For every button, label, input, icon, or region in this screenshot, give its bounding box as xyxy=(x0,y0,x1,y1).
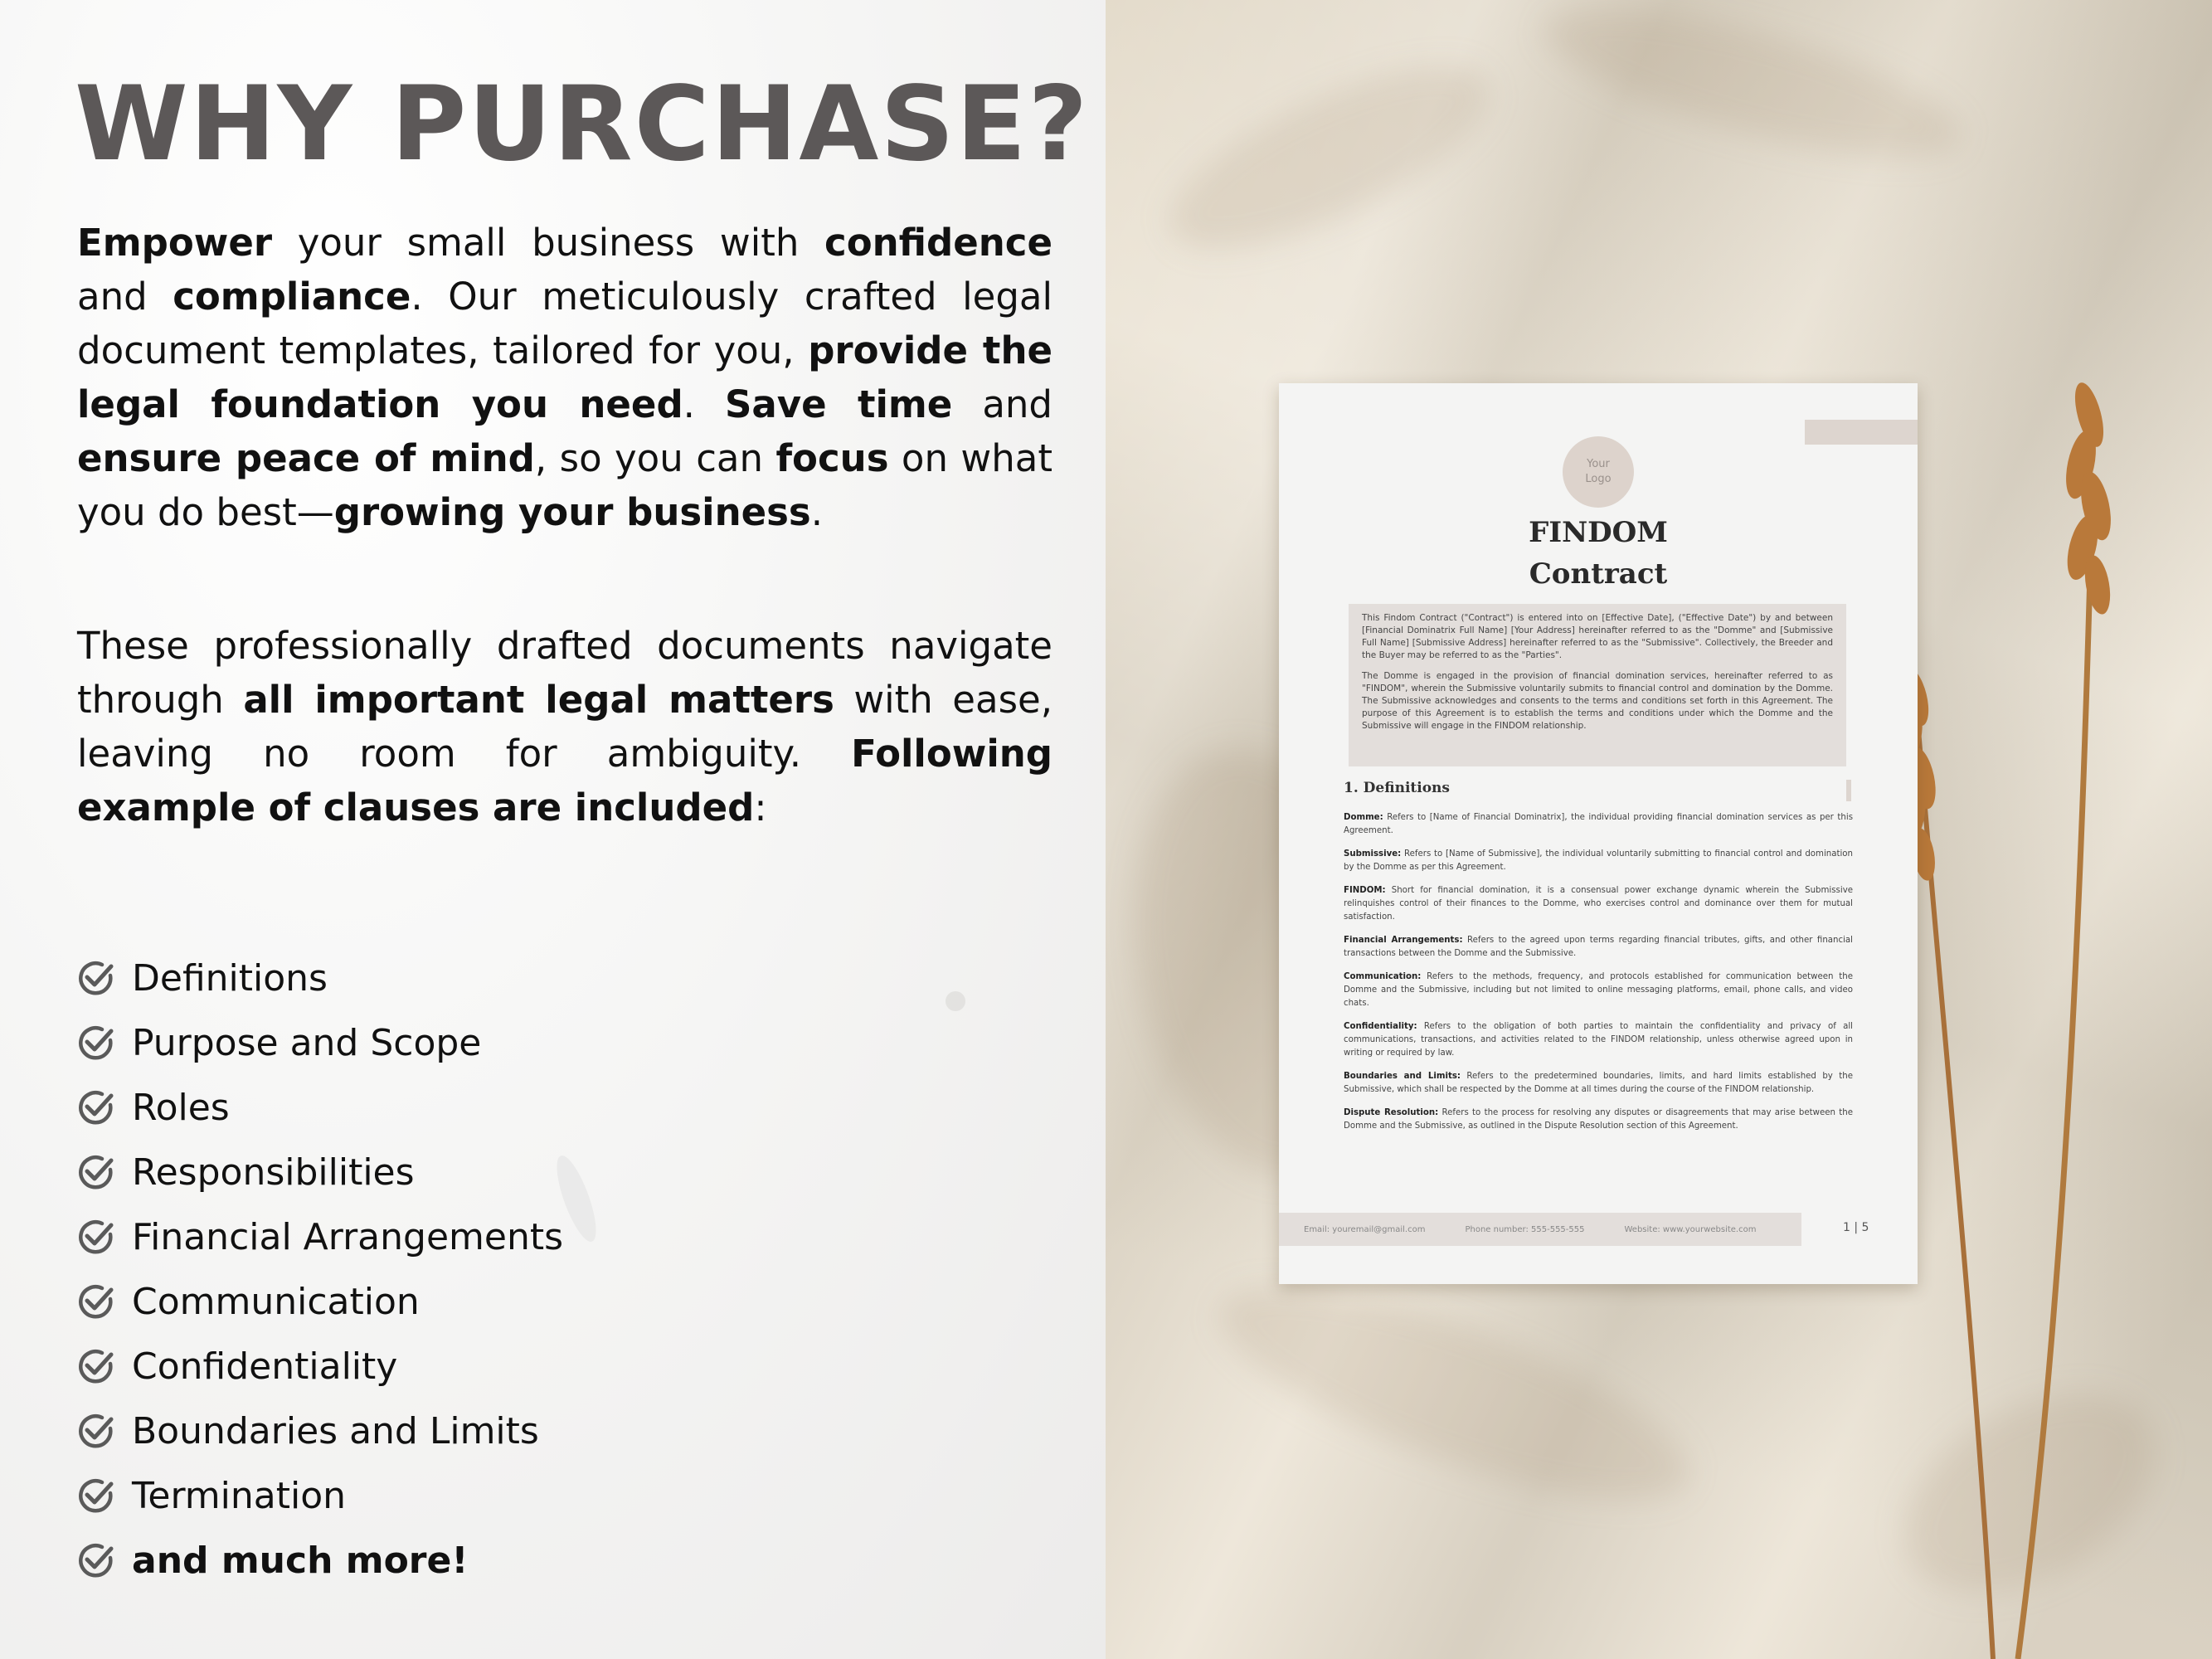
definition-item xyxy=(1344,1020,1853,1060)
clauses-paragraph xyxy=(77,619,1053,834)
page-number: 1 | 5 xyxy=(1843,1221,1869,1234)
clause-item xyxy=(77,1140,563,1204)
logo-text-line1: Your xyxy=(1587,458,1610,470)
bold-text: Save time xyxy=(724,382,953,426)
definition-text: Refers to the process for resolving any disputes or disagreements that may arise between the Domme and the Submissive, as outlined in the Dispute Resolution section of this Agreement. xyxy=(1344,1108,1853,1131)
clause-label: Boundaries and Limits xyxy=(132,1409,539,1452)
bold-text: Empower xyxy=(77,221,273,265)
text: your small business with xyxy=(272,221,825,265)
footer-email: Email: youremail@gmail.com xyxy=(1304,1224,1426,1234)
clause-label: Responsibilities xyxy=(132,1151,415,1194)
clause-label: Confidentiality xyxy=(132,1345,398,1388)
definition-item xyxy=(1344,848,1853,874)
definition-item xyxy=(1344,811,1853,838)
bold-text: growing your business xyxy=(333,490,811,534)
definition-item xyxy=(1344,1070,1853,1097)
logo-placeholder xyxy=(1563,436,1634,508)
text: . Our meticulously crafted legal document templates, tailored for you, xyxy=(77,275,1053,372)
text: . xyxy=(810,490,824,534)
text: . xyxy=(683,382,725,426)
definition-text: Refers to the obligation of both parties to maintain the confidentiality and privacy of all communications, transactions, and activities related to the FINDOM relationship, unless otherwise agreed upon in writing or required by law. xyxy=(1344,1022,1853,1058)
text: : xyxy=(754,786,767,830)
clause-item xyxy=(77,1010,563,1075)
bold-text: Following example of clauses are included xyxy=(77,732,1053,830)
bold-text: ensure peace of mind xyxy=(77,436,535,480)
clause-item xyxy=(77,1463,563,1528)
definition-term: FINDOM: xyxy=(1344,886,1386,895)
document-intro-2: The Domme is engaged in the provision of financial domination services, hereinafter referred to as "FINDOM", wherein the Submissive voluntarily submits to financial control and domination by the Domme. The Submissive acknowledges and consents to the terms and conditions set forth in this Agreement. The purpose of this Agreement is to establish the terms and conditions under which the Domme and the Submissive will engage in the FINDOM relationship. xyxy=(1362,671,1833,731)
check-circle-icon xyxy=(77,1024,115,1062)
definition-term: Submissive: xyxy=(1344,849,1402,859)
bold-text: compliance xyxy=(173,275,411,319)
intro-paragraph xyxy=(77,216,1053,539)
clause-label: Roles xyxy=(132,1086,230,1129)
clause-item xyxy=(77,946,563,1010)
definition-term: Confidentiality: xyxy=(1344,1022,1417,1031)
document-intro-box xyxy=(1349,604,1846,766)
check-circle-icon xyxy=(77,1347,115,1385)
bold-text: confidence xyxy=(824,221,1053,265)
clause-item xyxy=(77,1334,563,1399)
definition-term: Dispute Resolution: xyxy=(1344,1108,1439,1117)
document-title-line2: Contract xyxy=(1529,557,1668,591)
definitions-list xyxy=(1344,811,1853,1143)
check-circle-icon xyxy=(77,1153,115,1191)
definition-text: Refers to [Name of Financial Dominatrix], the individual providing financial domination services as per this Agreement. xyxy=(1344,813,1853,835)
clause-label: Termination xyxy=(132,1474,347,1517)
text: , so you can xyxy=(534,436,776,480)
clause-label: Purpose and Scope xyxy=(132,1021,482,1064)
definition-term: Boundaries and Limits: xyxy=(1344,1072,1461,1081)
check-circle-icon xyxy=(77,959,115,997)
definition-text: Refers to the agreed upon terms regarding financial tributes, gifts, and other financial transactions between the Domme and the Submissive. xyxy=(1344,936,1854,958)
clause-item xyxy=(77,1269,563,1334)
fabric-fold xyxy=(1198,1246,1711,1541)
logo-text-line2: Logo xyxy=(1585,473,1612,485)
clause-item xyxy=(77,1075,563,1140)
footer-phone: Phone number: 555-555-555 xyxy=(1465,1224,1585,1234)
text: These professionally drafted documents navigate through xyxy=(77,624,1053,722)
text: with ease, leaving no room for ambiguity. xyxy=(77,678,1053,776)
clause-item xyxy=(77,1528,563,1593)
clause-item xyxy=(77,1204,563,1269)
definition-term: Domme: xyxy=(1344,813,1383,822)
text: and xyxy=(952,382,1053,426)
definition-text: Short for financial domination, it is a consensual power exchange dynamic wherein the Submissive relinquishes control of their finances to the Domme, who exercises control and dominance over them for mutual satisfaction. xyxy=(1344,886,1853,922)
definition-item xyxy=(1344,971,1853,1010)
definition-text: Refers to [Name of Submissive], the individual voluntarily submitting to financial control and domination by the Domme as per this Agreement. xyxy=(1344,849,1853,872)
definition-text: Refers to the methods, frequency, and protocols established for communication between the Domme and the Submissive, including but not limited to online messaging platforms, email, phone calls, and video chats. xyxy=(1344,972,1853,1008)
definition-item xyxy=(1344,1107,1853,1133)
definition-item xyxy=(1344,884,1853,924)
bold-text: all important legal matters xyxy=(243,678,834,722)
check-circle-icon xyxy=(77,1282,115,1321)
definition-item xyxy=(1344,934,1853,961)
fabric-fold xyxy=(1531,0,1973,187)
document-title-line1: FINDOM xyxy=(1529,516,1668,549)
check-circle-icon xyxy=(77,1218,115,1256)
document-footer xyxy=(1279,1213,1801,1246)
document-corner-tab xyxy=(1805,420,1918,445)
clause-label: Communication xyxy=(132,1280,420,1323)
document-section-title: 1. Definitions xyxy=(1344,780,1450,796)
check-circle-icon xyxy=(77,1541,115,1579)
clause-label: Definitions xyxy=(132,956,328,1000)
check-circle-icon xyxy=(77,1412,115,1450)
document-preview xyxy=(1279,383,1918,1284)
footer-website: Website: www.yourwebsite.com xyxy=(1624,1224,1757,1234)
text: on what you do best— xyxy=(77,436,1053,534)
definition-term: Financial Arrangements: xyxy=(1344,936,1463,945)
clause-item xyxy=(77,1399,563,1463)
text: and xyxy=(77,275,173,319)
check-circle-icon xyxy=(77,1088,115,1126)
definition-term: Communication: xyxy=(1344,972,1422,981)
document-intro-1: This Findom Contract ("Contract") is entered into on [Effective Date], ("Effective Date") by and between [Financial Dominatrix Full Name] [Your Address] hereinafter referred to as the "Domme" and [Submissive Full Name] [Submissive Address] hereinafter referred to as the "Submissive". Collectively, the Breeder and the Buyer may be referred to as the "Parties". xyxy=(1362,613,1833,660)
clause-label: and much more! xyxy=(132,1539,469,1582)
clause-label: Financial Arrangements xyxy=(132,1215,564,1258)
definition-text: Refers to the predetermined boundaries, limits, and hard limits established by the Submissive, which shall be respected by the Domme at all times during the course of the FINDOM relationship. xyxy=(1344,1072,1853,1094)
bold-text: provide the legal foundation you need xyxy=(77,328,1053,426)
clause-list xyxy=(77,946,563,1593)
fabric-fold xyxy=(1147,32,1512,284)
bold-text: focus xyxy=(775,436,889,480)
section-accent-bar xyxy=(1846,780,1851,801)
check-circle-icon xyxy=(77,1477,115,1515)
page-title: WHY PURCHASE? xyxy=(75,65,1090,184)
background-speck xyxy=(946,991,965,1011)
